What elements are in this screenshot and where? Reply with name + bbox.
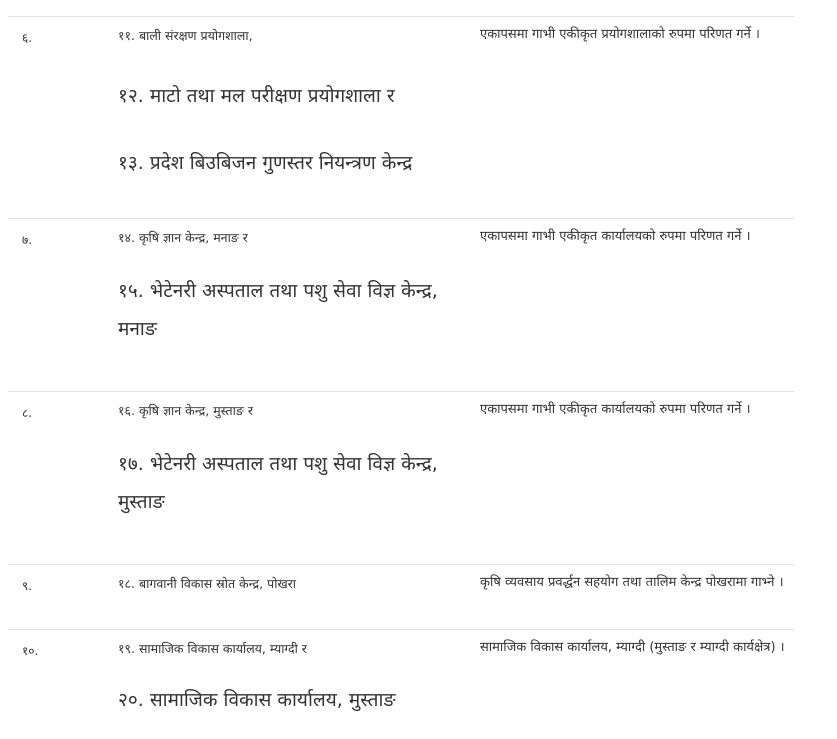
merger-remark: एकापसमा गाभी एकीकृत कार्यालयको रुपमा परिणत गर्ने । <box>480 229 751 244</box>
office-item: १३. प्रदेश बिउबिजन गुणस्तर नियन्त्रण केन्द्र <box>118 152 413 174</box>
merger-remark: कृषि व्यवसाय प्रवर्द्धन सहयोग तथा तालिम केन्द्र पोखरामा गाभ्ने । <box>480 575 784 590</box>
serial-number: १०. <box>22 644 39 658</box>
office-item: १७. भेटेनरी अस्पताल तथा पशु सेवा विज्ञ केन्द्र, मुस्ताङ <box>118 453 438 513</box>
serial-number: ७. <box>22 233 33 247</box>
merger-remark: एकापसमा गाभी एकीकृत कार्यालयको रुपमा परिणत गर्ने । <box>480 402 751 417</box>
table-row <box>8 391 794 564</box>
table-row <box>8 629 794 739</box>
office-item: १९. सामाजिक विकास कार्यालय, म्याग्दी र <box>118 641 307 656</box>
office-item: १२. माटो तथा मल परीक्षण प्रयोगशाला र <box>118 85 395 107</box>
office-item: १५. भेटेनरी अस्पताल तथा पशु सेवा विज्ञ केन्द्र, मनाङ <box>118 280 438 340</box>
merger-remark: एकापसमा गाभी एकीकृत प्रयोगशालाको रुपमा परिणत गर्ने । <box>480 27 760 42</box>
merger-remark: सामाजिक विकास कार्यालय, म्याग्दी (मुस्ताङ र म्याग्दी कार्यक्षेत्र) । <box>480 640 785 655</box>
serial-number: ६. <box>22 31 33 45</box>
merger-table <box>8 16 794 739</box>
table-row <box>8 564 794 629</box>
office-item: २०. सामाजिक विकास कार्यालय, मुस्ताङ <box>118 689 396 711</box>
office-item: १४. कृषि ज्ञान केन्द्र, मनाङ र <box>118 230 248 245</box>
table-row <box>8 218 794 391</box>
serial-number: ९. <box>22 579 33 593</box>
office-item: १६. कृषि ज्ञान केन्द्र, मुस्ताङ र <box>118 403 253 418</box>
office-item: ११. बाली संरक्षण प्रयोगशाला, <box>118 28 253 43</box>
office-item: १८. बागवानी विकास स्रोत केन्द्र, पोखरा <box>118 576 297 591</box>
serial-number: ८. <box>22 406 33 420</box>
table-row <box>8 16 794 218</box>
